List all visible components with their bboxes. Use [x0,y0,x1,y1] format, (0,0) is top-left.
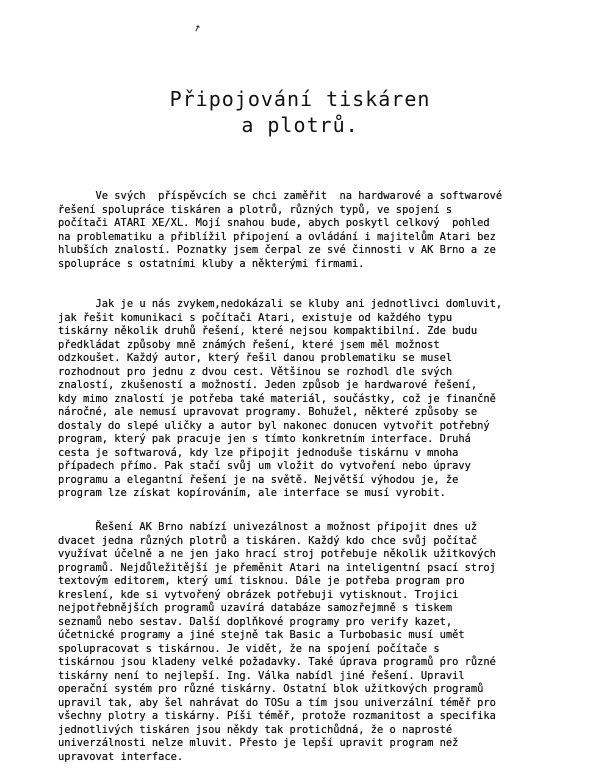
page-title [0,86,600,138]
text-line: počítači ATARI XE/XL. Mojí snahou bude, abych poskytl celkový pohled [58,217,490,229]
text-line: rozhodnout pro jednu z dvou cest. Většinou se rozhodl dle svých [58,365,453,378]
text-line: kreslení, kde si vytvořený obrázek potřebuji vytisknout. Trojici [58,588,459,601]
text-line: upravil tak, aby šel nahrávat do TOSu a tím jsou univerzální téměř pro [58,696,496,709]
text-line: univerzálnosti nelze mluvit. Přesto je lepší upravit program než [58,737,459,749]
text-line: dvacet jedna různých plotrů a tiskáren. Každý kdo chce svůj počítač [58,534,478,547]
text-line: program lze získat kopírováním, ale interface se musí vyrobit. [58,487,446,499]
paragraph-2 [58,298,578,501]
text-line: operační systém pro různé tiskárny. Ostatní blok užitkových programů [58,683,484,695]
text-line: odzkoušet. Každý autor, který řešil danou problematiku se musel [58,352,453,364]
text-line: programu a elegantní řešení je na světě. Největší výhodou je, že [58,473,459,486]
text-line: náročné, ale nemusí upravovat programy. Bohužel, některé způsoby se [58,406,478,418]
text-line: Ve svých příspěvcích se chci zaměřit na hardwarové a softwarové [58,190,503,202]
text-line: program, který pak pracuje jen s tímto konkretním interface. Druhá [58,433,471,445]
text-line: znalostí, zkušeností a možností. Jeden způsob je hardwarové řešení, [58,379,478,391]
text-line: kdy mimo znalostí je potřeba také materiál, součástky, což je finančně [58,392,496,405]
text-line: případech přímo. Pak stačí svůj um vložit do vytvoření nebo úpravy [58,460,471,472]
text-line: řešení spolupráce tiskáren a plotrů, různých typů, ve spojení s [58,203,453,216]
text-line: spolupráce s ostatními kluby a některými firmami. [58,257,365,270]
text-line: textovým editorem, který umí tisknou. Dále je potřeba program pro [58,575,465,587]
text-line: nejpotřebnějších programů uzavírá databáze samozřejmně s tiskem [58,602,453,614]
text-line: na problematiku a přiblížil připojení a ovládání i majitelům Atari bez [58,230,496,243]
text-line: Jak je u nás zvykem,nedokázali se kluby ani jednotlivci domluvit, [58,298,503,310]
paragraph-1 [58,190,578,271]
paragraph-3 [58,521,578,764]
text-line: cesta je softwarová, kdy lze připojit jednoduše tiskárnu v mnoha [58,446,459,459]
text-line: předkládat způsoby mně známých řešení, které jsem měl možnost [58,338,440,351]
text-line: jednotlivých tiskáren jsou někdy tak protichůdná, že o naprosté [58,723,453,736]
text-line: jak řešit komunikaci s počítači Atari, existuje od každého typu [58,311,453,324]
text-line: tiskárny několik druhů řešení, které nejsou kompaktibilní. Zde budu [58,325,478,337]
text-line: hlubších znalostí. Poznatky jsem čerpal ze své činnosti v AK Brno a ze [58,244,496,256]
text-line: využívat účelně a ne jen jako hrací stroj potřebuje několik užitkových [58,548,496,560]
text-line: programů. Nejdůležitější je přeměnit Atari na inteligentní psací stroj [58,561,496,574]
text-line: Řešení AK Brno nabízí univezálnost a možnost připojit dnes už [58,521,478,533]
text-line: tiskárny není to nejlepší. Ing. Válka nabídl jiné řešení. Upravil [58,669,465,682]
text-line: účetnické programy a jiné stejně tak Basic a Turbobasic musí umět [58,629,465,641]
text-line: dostaly do slepé uličky a autor byl nakonec donucen vytvořit potřebný [58,419,490,432]
title-line-1: Připojování tiskáren [169,87,431,111]
text-line: seznamů nebo sestav. Další doplňkové programy pro verify kazet, [58,615,453,628]
text-line: tiskárnou jsou kladeny velké požadavky. Také úprava programů pro různé [58,656,496,668]
corner-mark: ↗ [190,19,203,35]
text-line: upravovat interface. [58,750,184,763]
title-line-2: a plotrů. [241,113,359,137]
text-line: spolupracovat s tiskárnou. Je vidět, že na spojení počítače s [58,642,440,655]
text-line: všechny plotry a tiskárny. Píši téměř, protože rozmanitost a specifika [58,710,496,722]
